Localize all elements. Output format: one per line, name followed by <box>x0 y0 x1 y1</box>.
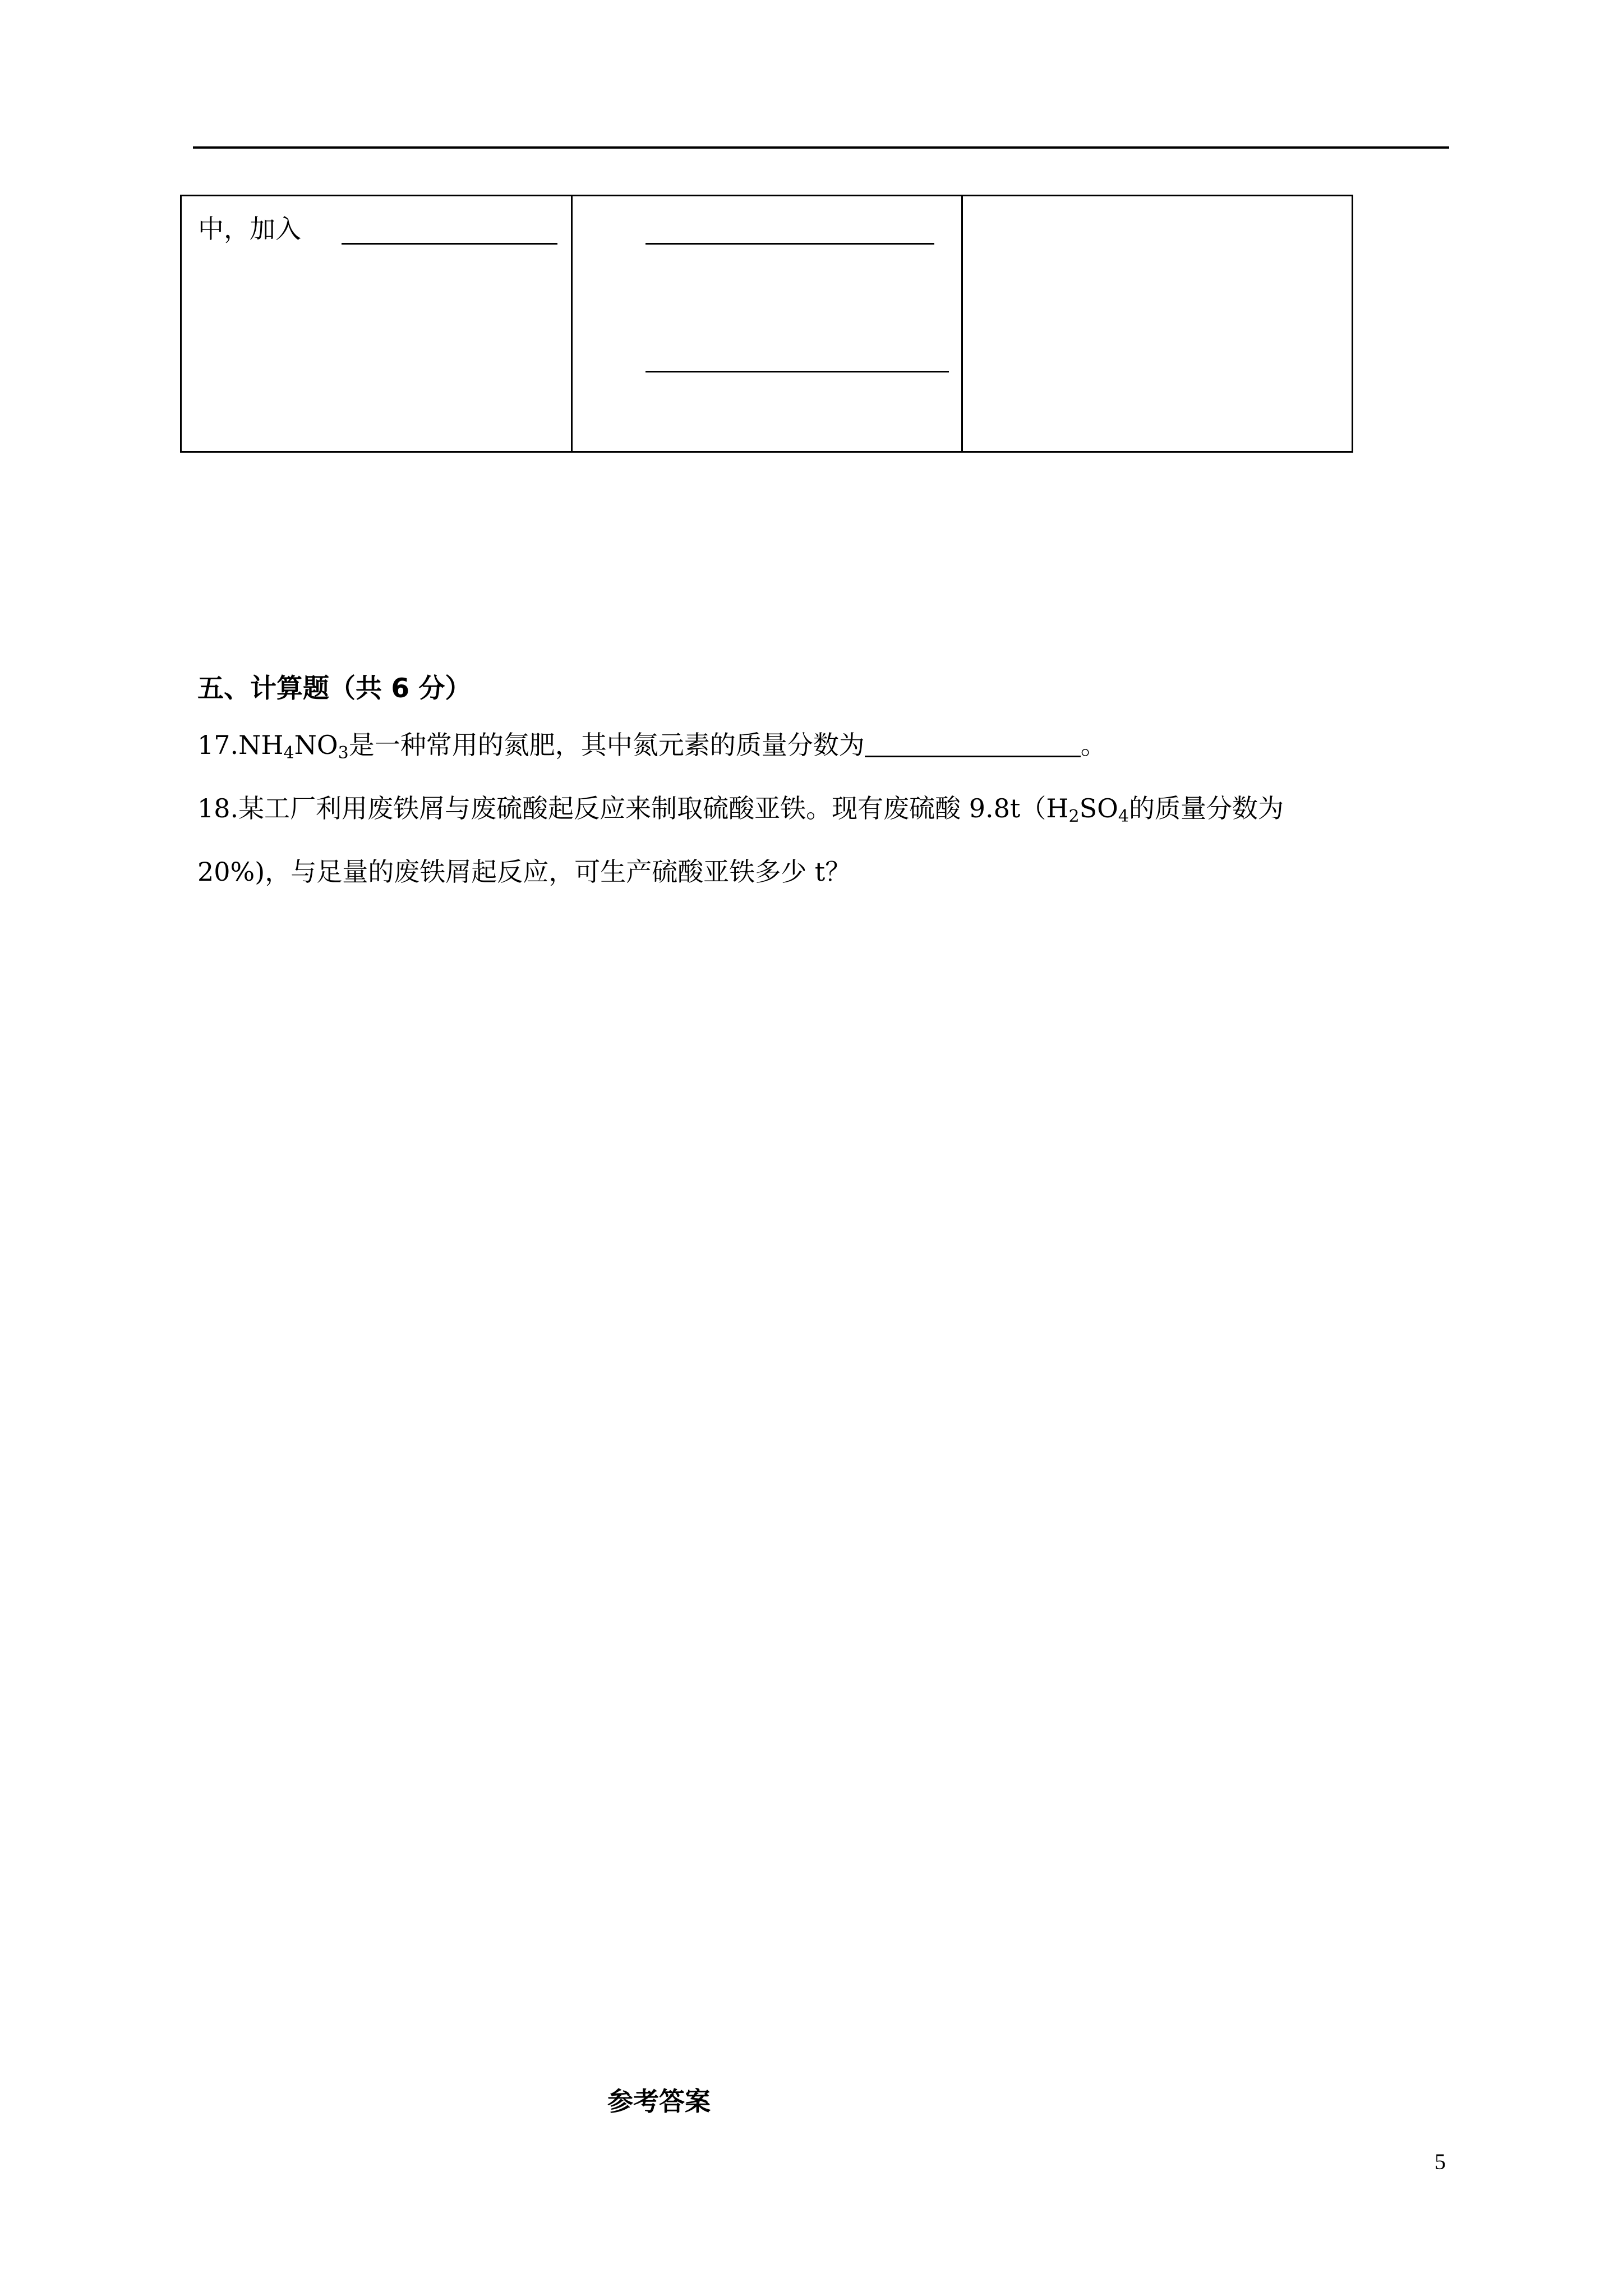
formula-subscript: 4 <box>283 743 294 763</box>
table-cell-text: 中，加入 <box>198 214 301 244</box>
answer-table <box>180 195 1353 453</box>
question-text: 是一种常用的氮肥，其中氮元素的质量分数为 <box>348 730 865 760</box>
formula-subscript: 3 <box>338 743 349 763</box>
formula-subscript: 2 <box>1068 807 1080 826</box>
formula-subscript: 4 <box>1118 807 1129 826</box>
fill-blank[interactable] <box>645 371 949 372</box>
table-column-divider <box>961 196 963 451</box>
section-title: 五、计算题（共 6 分） <box>197 673 472 704</box>
question-number: 17. <box>197 730 239 760</box>
table-column-divider <box>571 196 573 451</box>
page-number: 5 <box>1435 2149 1446 2174</box>
answer-heading: 参考答案 <box>607 2086 711 2116</box>
header-rule <box>193 146 1449 149</box>
fill-blank[interactable] <box>645 243 934 245</box>
formula-part: NH <box>238 730 284 760</box>
formula-part: NO <box>294 730 338 760</box>
question-end: 。 <box>1080 730 1106 760</box>
fill-blank[interactable] <box>342 243 557 245</box>
question-text: 的质量分数为 <box>1128 793 1284 823</box>
question-text: 18.某工厂利用废铁屑与废硫酸起反应来制取硫酸亚铁。现有废硫酸 9.8t（H <box>197 793 1069 823</box>
question-17 <box>197 732 1106 762</box>
fill-blank[interactable] <box>865 756 1081 757</box>
question-18-line-1 <box>197 795 1284 825</box>
question-18-line-2: 20%)，与足量的废铁屑起反应，可生产硫酸亚铁多少 t？ <box>197 857 851 887</box>
formula-part: SO <box>1079 793 1118 823</box>
